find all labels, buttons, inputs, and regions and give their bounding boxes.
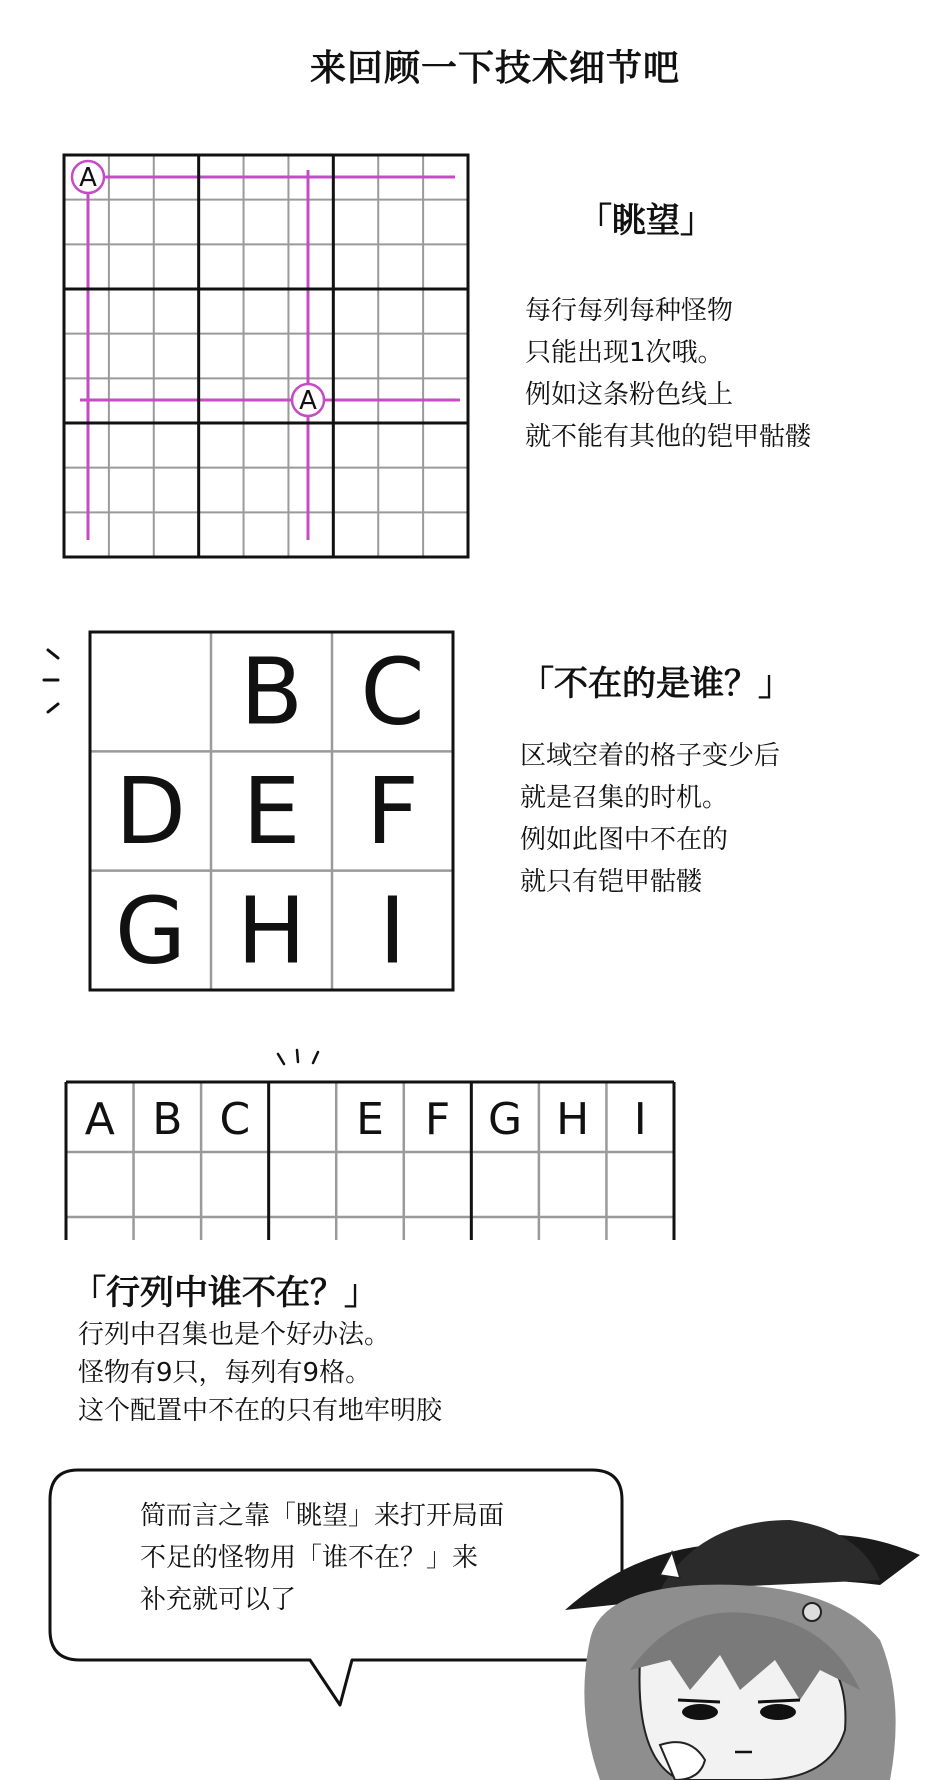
hat-crown (660, 1520, 880, 1590)
section2-heading: 「不在的是谁？」 (520, 664, 792, 704)
section3-text (78, 1316, 442, 1430)
grid-cell-letter: C (360, 638, 425, 746)
section2-line: 就只有铠甲骷髅 (520, 867, 703, 897)
bubble-line: 补充就可以了 (140, 1585, 297, 1615)
emphasis-stroke (313, 1052, 318, 1063)
section2-text (520, 735, 780, 903)
bubble-text (140, 1495, 504, 1621)
emphasis-marks-icon (278, 1050, 318, 1064)
strip-cell-letter: H (556, 1094, 590, 1145)
grid-cell-letter: H (236, 877, 307, 985)
grid-cell-letter: D (115, 758, 186, 865)
right-eyelid (758, 1700, 800, 1702)
section1-line: 只能出现1次哦。 (525, 338, 724, 368)
strip-cell-letter: E (356, 1094, 384, 1145)
strip-cell-letter: I (633, 1094, 647, 1145)
grid-cell-letter: E (242, 758, 301, 865)
section2-line: 例如此图中不在的 (520, 825, 729, 855)
page-title: 来回顾一下技术细节吧 (309, 48, 680, 89)
section3-line: 怪物有9只，每列有9格。 (78, 1358, 372, 1388)
section2-line: 区域空着的格子变少后 (520, 741, 781, 771)
strip-cell-letter: A (84, 1094, 115, 1145)
section3-line: 这个配置中不在的只有地牢明胶 (78, 1396, 443, 1426)
section1-line: 就不能有其他的铠甲骷髅 (525, 422, 812, 452)
emphasis-stroke (297, 1050, 298, 1062)
emphasis-stroke (48, 650, 58, 658)
section2-line: 就是召集的时机。 (520, 783, 729, 813)
emphasis-stroke (48, 704, 58, 712)
section1-line: 每行每列每种怪物 (525, 296, 734, 326)
emphasis-stroke (278, 1054, 284, 1064)
section3-heading: 「行列中谁不在？」 (72, 1273, 378, 1313)
marker-a-label: A (299, 386, 317, 416)
emphasis-marks-icon (44, 650, 58, 712)
grid-cell-letter: I (378, 877, 407, 985)
strip-cell-letter: C (219, 1094, 251, 1145)
right-eye (760, 1704, 796, 1720)
left-eye (682, 1704, 718, 1720)
grid-border (64, 155, 468, 557)
grid-cell-letter: B (239, 638, 304, 746)
section1-line: 例如这条粉色线上 (525, 380, 734, 410)
bubble-line: 简而言之靠「眺望」来打开局面 (140, 1501, 505, 1531)
marker-a-label: A (79, 163, 97, 193)
left-eyelid (678, 1700, 720, 1702)
section1-heading: 「眺望」 (578, 201, 714, 241)
strip-cell-letter: F (424, 1094, 451, 1145)
bubble-line: 不足的怪物用「谁不在？」来 (140, 1543, 479, 1573)
strip-cell-letter: G (488, 1094, 523, 1145)
grid-cell-letter: F (366, 758, 419, 865)
section1-text (525, 290, 811, 458)
section3-line: 行列中召集也是个好办法。 (78, 1320, 391, 1350)
hair-pin (803, 1603, 821, 1621)
grid-cell-letter: G (114, 877, 187, 985)
strip-cell-letter: B (152, 1094, 183, 1145)
